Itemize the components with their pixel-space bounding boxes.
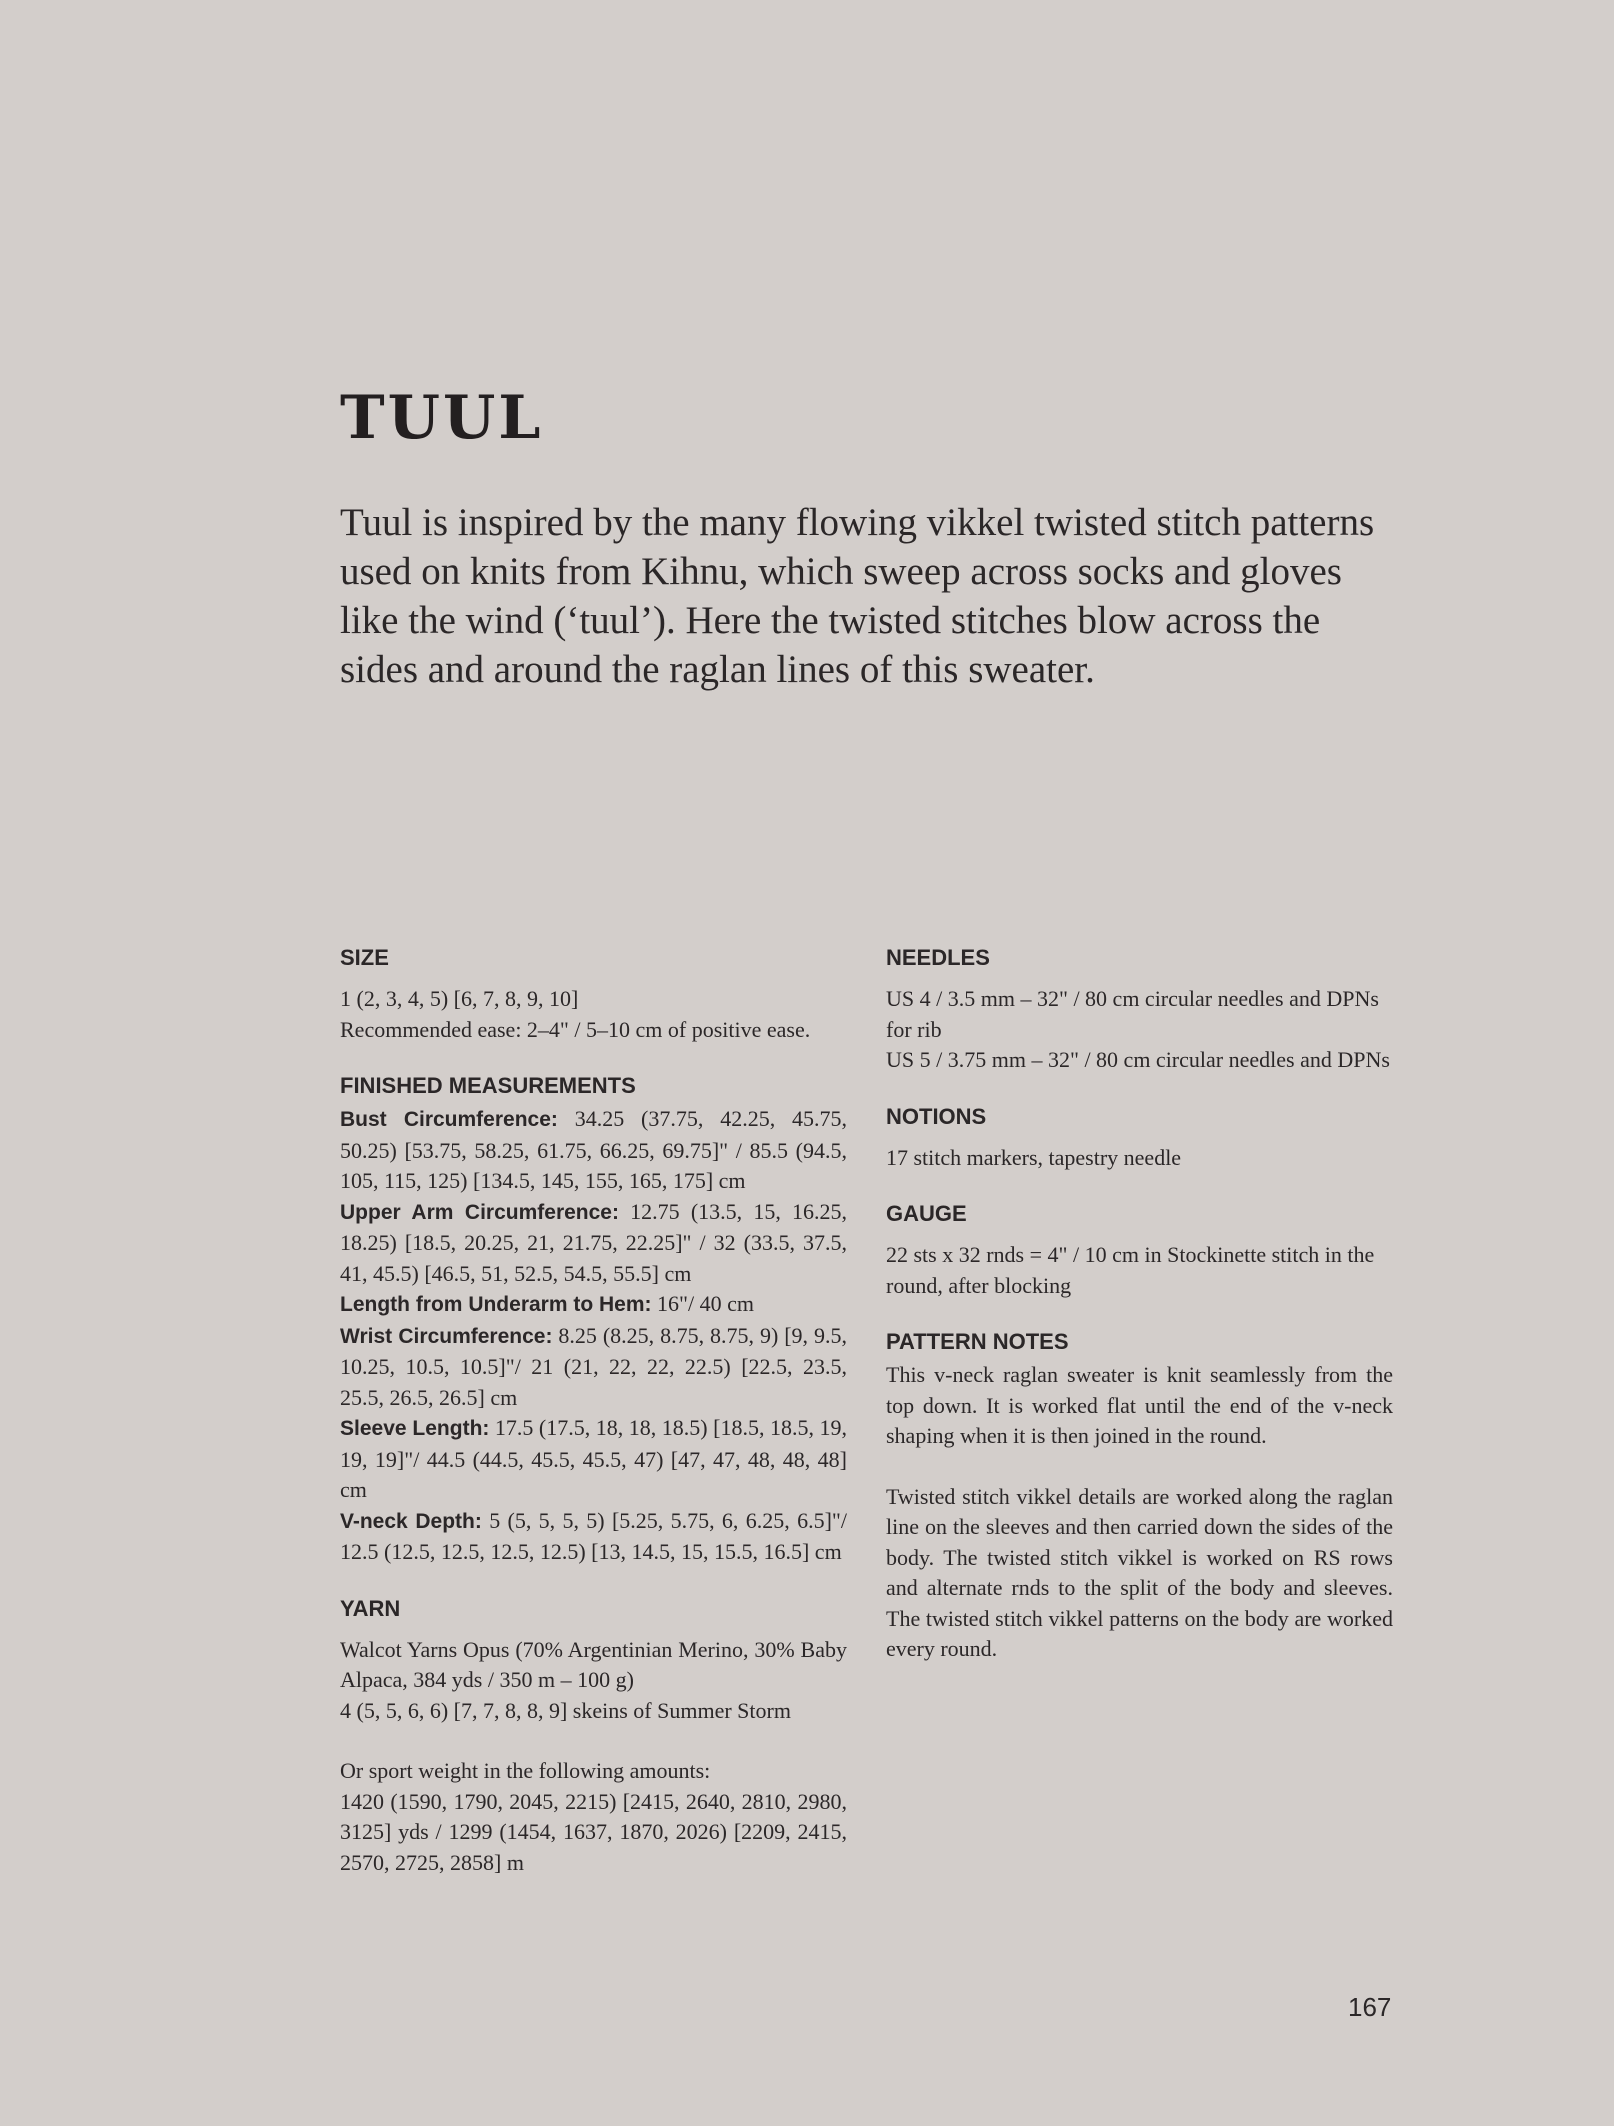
measurement-wrist — [340, 1321, 847, 1414]
measurement-label: Sleeve Length: — [340, 1417, 490, 1440]
yarn-section — [340, 1595, 847, 1879]
measurement-label: Upper Arm Circumference: — [340, 1200, 619, 1224]
measurement-label: Bust Circumference: — [340, 1108, 558, 1131]
measurement-label: Wrist Circumference: — [340, 1324, 553, 1348]
gauge-section — [886, 1200, 1393, 1301]
measurement-label: V-neck Depth: — [340, 1509, 482, 1533]
yarn-skeins: 4 (5, 5, 6, 6) [7, 7, 8, 8, 9] skeins of Summer Storm — [340, 1697, 791, 1723]
measurement-value: 12.75 (13.5, 15, 16.25, 18.25) [18.5, 20.25, 21, 21.75, 22.25]" / 32 (33.5, 37.5, 41, 45.5) [46.5, 51, 52.5, 54.5, 55.5] cm — [340, 1198, 847, 1286]
notions-text: 17 stitch markers, tapestry needle — [886, 1144, 1182, 1170]
notions-section — [886, 1103, 1393, 1174]
gauge-text: 22 sts x 32 rnds = 4" / 10 cm in Stockinette stitch in the round, after blocking — [886, 1242, 1375, 1298]
size-values: 1 (2, 3, 4, 5) [6, 7, 8, 9, 10] — [340, 986, 579, 1011]
needles-line-1: US 4 / 3.5 mm – 32" / 80 cm circular needles and DPNs for rib — [886, 986, 1379, 1042]
pattern-notes-para-1: This v-neck raglan sweater is knit seamlessly from the top down. It is worked flat until the end of the v-neck shaping when it is then joined in the round. — [886, 1362, 1393, 1448]
finished-measurements-section — [340, 1072, 847, 1568]
gauge-heading: GAUGE — [886, 1201, 967, 1226]
page-title: TUUL — [340, 383, 544, 453]
yarn-alt-amounts: 1420 (1590, 1790, 2045, 2215) [2415, 2640, 2810, 2980, 3125] yds / 1299 (1454, 1637, 1870, 2026) [2209, 2415, 2570, 2725, 2858] m — [340, 1788, 847, 1875]
measurement-label: Length from Underarm to Hem: — [340, 1293, 652, 1316]
yarn-heading: YARN — [340, 1595, 401, 1621]
size-heading: SIZE — [340, 945, 389, 970]
measurement-bust — [340, 1104, 847, 1197]
size-section — [340, 944, 847, 1045]
size-ease: Recommended ease: 2–4" / 5–10 cm of positive ease. — [340, 1016, 811, 1042]
notions-heading: NOTIONS — [886, 1103, 987, 1129]
needles-section — [886, 944, 1393, 1076]
yarn-alt-intro: Or sport weight in the following amounts: — [340, 1758, 711, 1783]
measurement-upper-arm — [340, 1197, 847, 1290]
measurement-length — [340, 1289, 847, 1321]
page-number: 167 — [1348, 1992, 1392, 2022]
pattern-notes-para-2: Twisted stitch vikkel details are worked along the raglan line on the sleeves and then carried down the sides of the body. The twisted stitch vikkel is worked on RS rows and alternate rnds to the split of the body and sleeves. The twisted stitch vikkel patterns on the body are worked every round. — [886, 1483, 1393, 1661]
pattern-notes-section — [886, 1328, 1393, 1665]
intro-paragraph: Tuul is inspired by the many flowing vikkel twisted stitch patterns used on knits from Kihnu, which sweep across socks and gloves like the wind (‘tuul’). Here the twisted stitches blow across the sides and around the raglan lines of this sweater. — [340, 501, 1375, 691]
measurement-value: 34.25 (37.75, 42.25, 45.75, 50.25) [53.75, 58.25, 61.75, 66.25, 69.75]" / 85.5 (94.5, 105, 115, 125) [134.5, 145, 155, 165, 175] cm — [340, 1106, 848, 1193]
measurement-value: 8.25 (8.25, 8.75, 8.75, 9) [9, 9.5, 10.25, 10.5, 10.5]"/ 21 (21, 22, 22, 22.5) [22.5, 23.5, 25.5, 26.5, 26.5] cm — [340, 1322, 847, 1410]
measurement-value: 16"/ 40 cm — [657, 1291, 754, 1316]
left-column — [340, 944, 847, 1878]
yarn-description: Walcot Yarns Opus (70% Argentinian Merino, 30% Baby Alpaca, 384 yds / 350 m – 100 g) — [340, 1636, 847, 1692]
measurement-sleeve — [340, 1413, 847, 1506]
pattern-notes-heading: PATTERN NOTES — [886, 1329, 1069, 1354]
measurement-value: 5 (5, 5, 5, 5) [5.25, 5.75, 6, 6.25, 6.5]"/ 12.5 (12.5, 12.5, 12.5, 12.5) [13, 14.5, 15, 15.5, 16.5] cm — [340, 1507, 847, 1564]
measurement-value: 17.5 (17.5, 18, 18, 18.5) [18.5, 18.5, 19, 19, 19]"/ 44.5 (44.5, 45.5, 45.5, 47) [47, 47, 48, 48, 48] cm — [340, 1415, 847, 1502]
right-column — [886, 944, 1393, 1665]
needles-heading: NEEDLES — [886, 945, 990, 970]
needles-line-2: US 5 / 3.75 mm – 32" / 80 cm circular needles and DPNs — [886, 1047, 1390, 1072]
measurement-vneck — [340, 1506, 847, 1568]
finished-measurements-heading: FINISHED MEASUREMENTS — [340, 1073, 636, 1098]
